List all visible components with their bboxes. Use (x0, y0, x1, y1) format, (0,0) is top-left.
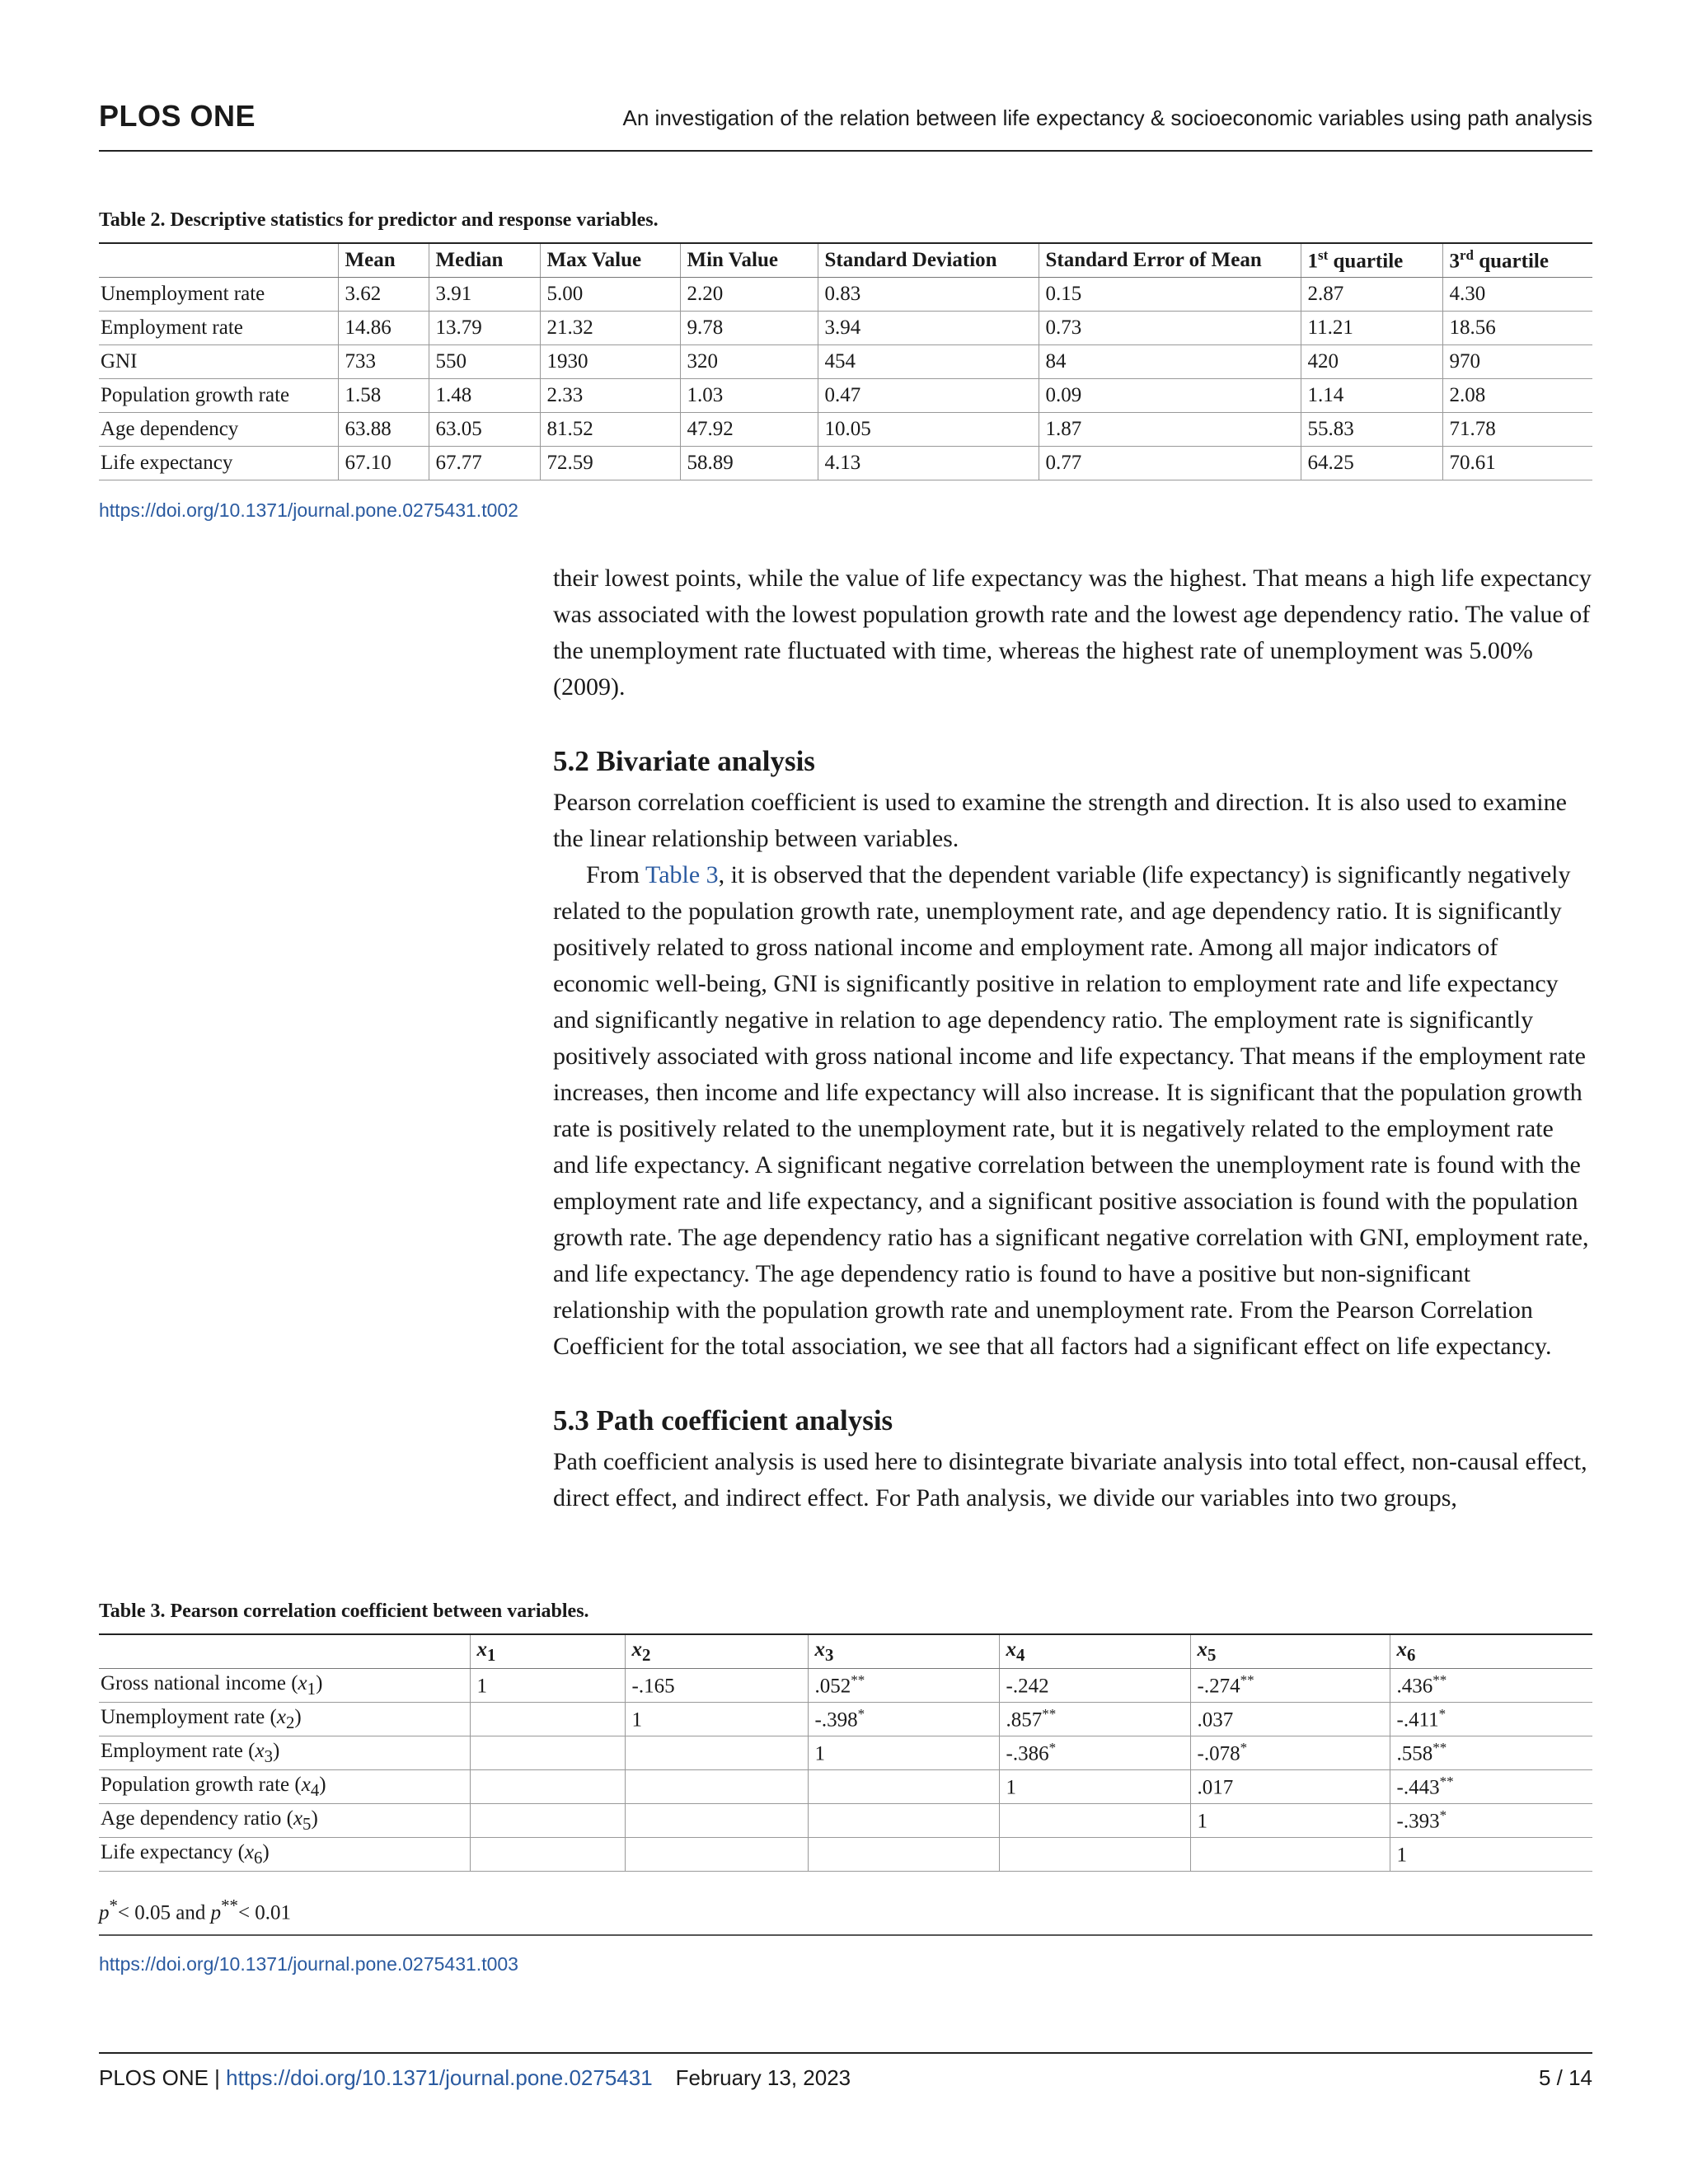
table3-header-blank (99, 1634, 470, 1669)
table3-row-label-var: x (293, 1807, 303, 1830)
table2-cell: 9.78 (680, 312, 818, 345)
table3-cell-value: .857 (1006, 1708, 1043, 1732)
table2-cell: 14.86 (338, 312, 429, 345)
table3-doi-link[interactable]: https://doi.org/10.1371/journal.pone.0275431.t003 (99, 1953, 518, 1975)
table3-cell-value: -.386 (1006, 1742, 1049, 1765)
body-text-column (553, 560, 1593, 1516)
paragraph-3 (553, 857, 1593, 1365)
table3-row-label-var: x (255, 1739, 265, 1762)
table2-cell: 67.77 (429, 447, 540, 480)
table2-cell: 3.91 (429, 278, 540, 312)
table3-row-label (99, 1736, 470, 1770)
table2-cell: 1.03 (680, 379, 818, 413)
table2-cell: 4.30 (1442, 278, 1592, 312)
table2-cell: 454 (818, 345, 1039, 379)
table3-cell (1190, 1736, 1390, 1770)
table2-header-median: Median (429, 243, 540, 278)
page-footer (99, 2052, 1592, 2090)
table3-row-label-text: Life expectancy ( (101, 1840, 245, 1863)
table2-header-blank (99, 243, 338, 278)
table3-cell (470, 1736, 625, 1770)
table3-row-label-close: ) (311, 1807, 318, 1830)
table2-cell: 18.56 (1442, 312, 1592, 345)
table3-cell (470, 1770, 625, 1804)
table2-cell: 0.73 (1039, 312, 1301, 345)
table3-cell (1190, 1703, 1390, 1736)
table3-row-label-close: ) (316, 1671, 323, 1694)
table3-cell (470, 1804, 625, 1838)
table3-header-x3 (808, 1634, 999, 1669)
table3-cell (999, 1703, 1190, 1736)
table3-cell (808, 1736, 999, 1770)
table3-header-x6 (1390, 1634, 1592, 1669)
table2 (99, 242, 1592, 480)
table3-cell-value: .017 (1197, 1776, 1234, 1799)
footnote-text1: < 0.05 and (117, 1901, 211, 1924)
table2-cell: 0.15 (1039, 278, 1301, 312)
table3-header-var: x (1396, 1638, 1407, 1661)
table3-cell (470, 1703, 625, 1736)
table3-header-sub: 5 (1207, 1644, 1217, 1665)
table3-cell (625, 1770, 808, 1804)
table2-row-label: Age dependency (99, 413, 338, 447)
table3-cell-value: -.411 (1396, 1708, 1439, 1732)
table3-row-label (99, 1703, 470, 1736)
footer-left (99, 2065, 851, 2091)
table2-cell: 81.52 (540, 413, 680, 447)
section-heading-5-3: 5.3 Path coefficient analysis (553, 1404, 893, 1436)
table2-cell: 320 (680, 345, 818, 379)
table2-cell: 970 (1442, 345, 1592, 379)
table2-cell: 1.48 (429, 379, 540, 413)
paragraph-1: their lowest points, while the value of life expectancy was the highest. That means a high life expectancy was associated with the lowest population growth rate and the lowest age dependency ratio. The value of the unemployment rate fluctuated with time, whereas the highest rate of unemployment was 5.00% (2009). (553, 565, 1592, 701)
table3-row-label-var: x (298, 1671, 307, 1694)
table3-cell (808, 1669, 999, 1703)
journal-name: PLOS ONE (99, 99, 256, 133)
table2-body (99, 278, 1592, 480)
table3-cell-value: -.078 (1197, 1742, 1240, 1765)
table3-cell (625, 1669, 808, 1703)
table3-row-label (99, 1838, 470, 1872)
table3-cell (1390, 1703, 1592, 1736)
table2-cell: 67.10 (338, 447, 429, 480)
table3-cell (1390, 1804, 1592, 1838)
table3-cell-value: .558 (1396, 1742, 1433, 1765)
table3-cell (808, 1804, 999, 1838)
table2-header-q1: 1st quartile (1301, 243, 1442, 278)
table3-cell (1390, 1669, 1592, 1703)
footnote-star2: ** (221, 1896, 238, 1915)
footer-page-number: 5 / 14 (1538, 2065, 1592, 2090)
table3-cell-significance: ** (1439, 1774, 1454, 1790)
table3-header-var: x (814, 1638, 825, 1661)
table3-header-sub: 4 (1016, 1644, 1025, 1665)
table2-cell: 84 (1039, 345, 1301, 379)
table3-cell-value: .037 (1197, 1708, 1234, 1732)
table3-header-sub: 2 (642, 1644, 651, 1665)
table3 (99, 1633, 1592, 1872)
table2-row (99, 278, 1592, 312)
table2-caption: Table 2. Descriptive statistics for predictor and response variables. (99, 209, 659, 231)
table3-cell (808, 1838, 999, 1872)
table3-cell-significance: ** (851, 1672, 865, 1689)
table3-header-sub: 6 (1407, 1644, 1416, 1665)
table2-cell: 47.92 (680, 413, 818, 447)
ordinal-suffix: st (1318, 247, 1329, 264)
table3-cell-significance: ** (1042, 1706, 1057, 1722)
table3-row-label-text: Population growth rate ( (101, 1773, 302, 1796)
table3-header-x2 (625, 1634, 808, 1669)
table3-row-label-var: x (276, 1705, 286, 1728)
table3-row-label (99, 1804, 470, 1838)
table2-header-sd: Standard Deviation (818, 243, 1039, 278)
footnote-p2: p (210, 1901, 222, 1924)
table3-row-label-text: Age dependency ratio ( (101, 1807, 293, 1830)
table3-link[interactable]: Table 3 (645, 861, 719, 888)
table2-row-label: Life expectancy (99, 447, 338, 480)
table3-cell (999, 1669, 1190, 1703)
table3-cell (625, 1838, 808, 1872)
table3-row-label-sub: 1 (307, 1678, 316, 1699)
table3-cell-significance: ** (1432, 1672, 1447, 1689)
table3-cell (470, 1669, 625, 1703)
footer-date: February 13, 2023 (675, 2065, 851, 2090)
table2-cell: 10.05 (818, 413, 1039, 447)
table3-row-label-text: Unemployment rate ( (101, 1705, 277, 1728)
table2-cell: 63.88 (338, 413, 429, 447)
table3-cell-significance: * (1048, 1740, 1057, 1756)
table3-row-label-close: ) (319, 1773, 326, 1796)
table2-cell: 63.05 (429, 413, 540, 447)
table3-cell-value: .436 (1396, 1675, 1433, 1698)
table3-caption: Table 3. Pearson correlation coefficient between variables. (99, 1601, 589, 1622)
table3-cell (1390, 1736, 1592, 1770)
table2-row-label: GNI (99, 345, 338, 379)
table3-row-label-sub: 6 (254, 1847, 263, 1868)
table2-header-sem: Standard Error of Mean (1039, 243, 1301, 278)
table2-row-label: Unemployment rate (99, 278, 338, 312)
table3-header-x4 (999, 1634, 1190, 1669)
paragraph-2: Pearson correlation coefficient is used to examine the strength and direction. It is also used to examine the linear relationship between variables. (553, 789, 1567, 852)
table3-cell-value: 1 (631, 1708, 642, 1732)
table3-cell-value: -.274 (1197, 1675, 1240, 1698)
table2-row (99, 413, 1592, 447)
paragraph-4: Path coefficient analysis is used here to disintegrate bivariate analysis into total effect, non-causal effect, direct effect, and indirect effect. For Path analysis, we divide our variables into two groups, (553, 1448, 1587, 1511)
table2-cell: 72.59 (540, 447, 680, 480)
table2-cell: 0.47 (818, 379, 1039, 413)
table3-row-label-text: Employment rate ( (101, 1739, 256, 1762)
table3-cell (808, 1770, 999, 1804)
table2-cell: 1930 (540, 345, 680, 379)
table3-cell-value: -.443 (1396, 1776, 1440, 1799)
table2-cell: 550 (429, 345, 540, 379)
table3-cell-value: -.165 (631, 1675, 675, 1698)
table2-cell: 0.77 (1039, 447, 1301, 480)
table3-cell (1190, 1838, 1390, 1872)
table3-header-row (99, 1634, 1592, 1669)
table3-row (99, 1703, 1592, 1736)
paragraph-3-start: From (586, 861, 645, 888)
table3-cell-value: -.398 (814, 1708, 858, 1732)
table3-row-label-sub: 5 (302, 1813, 312, 1834)
footer-separator: | (208, 2065, 227, 2090)
table3-cell-value: -.393 (1396, 1810, 1440, 1833)
table2-doi-link[interactable]: https://doi.org/10.1371/journal.pone.0275431.t002 (99, 499, 518, 521)
table3-row-label-sub: 4 (310, 1779, 320, 1800)
table3-cell-value: 1 (1396, 1844, 1407, 1867)
table3-row (99, 1838, 1592, 1872)
table3-cell-value: 1 (1006, 1776, 1016, 1799)
table2-cell: 1.87 (1039, 413, 1301, 447)
table3-header-var: x (1197, 1638, 1207, 1661)
table3-row (99, 1804, 1592, 1838)
table3-row-label-sub: 2 (285, 1712, 295, 1732)
table3-row-label-close: ) (294, 1705, 302, 1728)
footer-doi-link[interactable]: https://doi.org/10.1371/journal.pone.0275431 (226, 2065, 653, 2090)
footer-journal: PLOS ONE (99, 2065, 209, 2090)
table3-cell (999, 1736, 1190, 1770)
table2-cell: 5.00 (540, 278, 680, 312)
table3-footnote (99, 1896, 1592, 1936)
table2-cell: 70.61 (1442, 447, 1592, 480)
section-heading-5-2: 5.2 Bivariate analysis (553, 745, 815, 777)
table3-header-sub: 3 (825, 1644, 834, 1665)
table3-row (99, 1770, 1592, 1804)
table3-cell (999, 1838, 1190, 1872)
table3-cell (1190, 1770, 1390, 1804)
running-title: An investigation of the relation between life expectancy & socioeconomic variables using path analysis (622, 105, 1592, 130)
table2-cell: 420 (1301, 345, 1442, 379)
table2-header-row (99, 243, 1592, 278)
table2-cell: 13.79 (429, 312, 540, 345)
table2-cell: 2.20 (680, 278, 818, 312)
table3-cell (625, 1736, 808, 1770)
table2-row (99, 312, 1592, 345)
table3-header-x1 (470, 1634, 625, 1669)
table3-cell (1190, 1669, 1390, 1703)
table3-header-sub: 1 (487, 1644, 496, 1665)
table3-row-label (99, 1669, 470, 1703)
table3-row-label-var: x (301, 1773, 311, 1796)
table3-cell-value: 1 (814, 1742, 825, 1765)
table2-cell: 11.21 (1301, 312, 1442, 345)
table3-row-label (99, 1770, 470, 1804)
table3-cell (1390, 1770, 1592, 1804)
page-header (99, 97, 1592, 152)
footnote-text2: < 0.01 (237, 1901, 292, 1924)
table3-cell-significance: * (1438, 1706, 1447, 1722)
table2-cell: 1.14 (1301, 379, 1442, 413)
table3-row-label-close: ) (262, 1840, 270, 1863)
table3-row (99, 1669, 1592, 1703)
table3-cell-significance: ** (1240, 1672, 1254, 1689)
table3-header-x5 (1190, 1634, 1390, 1669)
table3-row (99, 1736, 1592, 1770)
table2-cell: 0.83 (818, 278, 1039, 312)
table2-cell: 1.58 (338, 379, 429, 413)
table3-header-var: x (631, 1638, 642, 1661)
table3-row-label-text: Gross national income ( (101, 1671, 298, 1694)
footnote-p1: p (99, 1901, 110, 1924)
table3-cell-value: .052 (814, 1675, 851, 1698)
table3-cell (470, 1838, 625, 1872)
table2-row-label: Population growth rate (99, 379, 338, 413)
footnote-star1: * (109, 1896, 118, 1915)
table3-row-label-sub: 3 (264, 1746, 273, 1766)
table3-cell-value: -.242 (1006, 1675, 1049, 1698)
table2-cell: 58.89 (680, 447, 818, 480)
table2-cell: 64.25 (1301, 447, 1442, 480)
ordinal-suffix: rd (1460, 247, 1474, 264)
table2-cell: 3.62 (338, 278, 429, 312)
table2-cell: 21.32 (540, 312, 680, 345)
table2-cell: 2.87 (1301, 278, 1442, 312)
table3-cell (999, 1804, 1190, 1838)
table2-cell: 2.08 (1442, 379, 1592, 413)
table3-row-label-var: x (244, 1840, 254, 1863)
table3-cell-value: 1 (1197, 1810, 1207, 1833)
table3-cell-significance: * (857, 1706, 865, 1722)
table2-cell: 55.83 (1301, 413, 1442, 447)
table3-cell (625, 1804, 808, 1838)
table2-header-q3: 3rd quartile (1442, 243, 1592, 278)
table2-header-max: Max Value (540, 243, 680, 278)
table3-cell (1190, 1804, 1390, 1838)
table3-cell-significance: * (1439, 1807, 1447, 1824)
table3-cell-value: 1 (476, 1675, 487, 1698)
table3-body (99, 1669, 1592, 1872)
table3-row-label-close: ) (272, 1739, 280, 1762)
table2-row (99, 379, 1592, 413)
table3-cell-significance: ** (1432, 1740, 1447, 1756)
table2-cell: 733 (338, 345, 429, 379)
table3-cell (999, 1770, 1190, 1804)
table2-cell: 4.13 (818, 447, 1039, 480)
table2-header-mean: Mean (338, 243, 429, 278)
table2-cell: 3.94 (818, 312, 1039, 345)
table3-cell-significance: * (1240, 1740, 1248, 1756)
table2-cell: 0.09 (1039, 379, 1301, 413)
table2-cell: 71.78 (1442, 413, 1592, 447)
table2-header-min: Min Value (680, 243, 818, 278)
table3-cell (808, 1703, 999, 1736)
table3-header-var: x (476, 1638, 487, 1661)
paragraph-3-rest: , it is observed that the dependent variable (life expectancy) is significantly negatively related to the population growth rate, unemployment rate, and age dependency ratio. It is significantly positively related to gross national income and employment rate. Among all major indicators of economic well-being, GNI is significantly positive in relation to employment rate and life expectancy and significantly negative in relation to age dependency ratio. The employment rate is significantly positively associated with gross national income and life expectancy. That means if the employment rate increases, then income and life expectancy will also increase. It is significant that the population growth rate is positively related to the unemployment rate, but it is negatively related to the employment rate and life expectancy. A significant negative correlation between the unemployment rate is found with the employment rate and life expectancy, and a significant positive association is found with the population growth rate. The age dependency ratio has a significant negative correlation with GNI, employment rate, and life expectancy. The age dependency ratio is found to have a positive but non-significant relationship with the population growth rate and unemployment rate. From the Pearson Correlation Coefficient for the total association, we see that all factors had a significant effect on life expectancy. (553, 861, 1589, 1360)
table3-cell (1390, 1838, 1592, 1872)
table2-row-label: Employment rate (99, 312, 338, 345)
table2-row (99, 345, 1592, 379)
table3-header-var: x (1006, 1638, 1016, 1661)
table2-cell: 2.33 (540, 379, 680, 413)
table3-cell (625, 1703, 808, 1736)
table2-row (99, 447, 1592, 480)
